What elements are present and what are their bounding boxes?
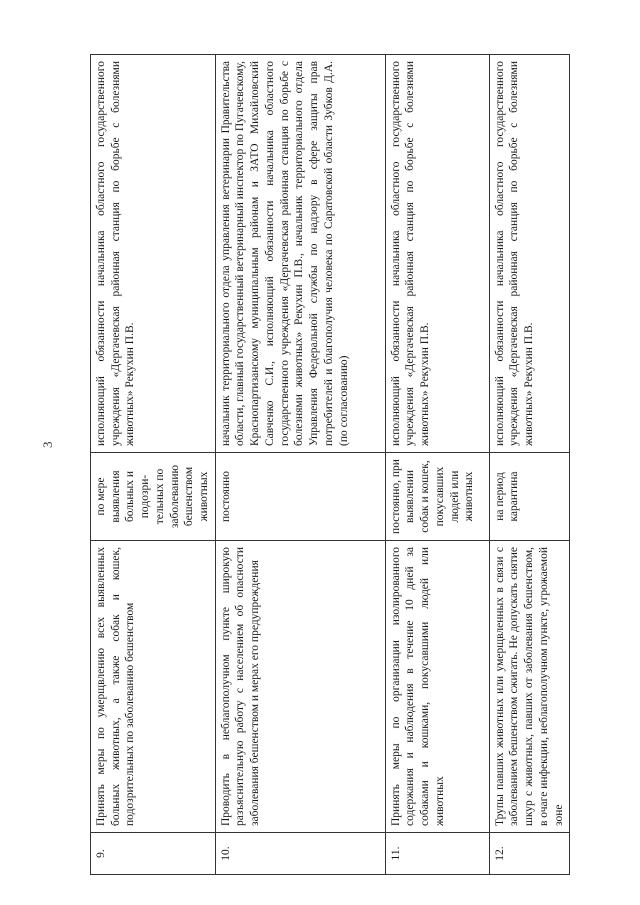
table-row [385, 55, 489, 875]
row-term: на период карантина [489, 453, 570, 541]
row-term: постоянно, при выявлении собак и кошек, покусавших людей или животных [385, 453, 489, 541]
table-row [215, 55, 385, 875]
row-number: 10. [215, 833, 385, 875]
measures-table-rotated [90, 55, 565, 875]
row-number: 12. [489, 833, 570, 875]
row-number: 11. [385, 833, 489, 875]
row-action: Принять меры по организации изолированного содержания и наблюдения в течение 10 дней за собаками и кошками, покусавшими людей или животных [385, 541, 489, 833]
row-responsible: начальник территориального отдела управления ветеринарии Правительства области, главный государственный ветеринарный инспектор по Пугачевскому, Краснопартизанскому муниципальным районам и ЗАТО Михайловский Савченко С.И., исполняющий обязанности начальника областного государственного учреждения «Дергачевская районная станция по борьбе с болезнями животных» Рекухин П.В., начальник территориального отдела Управления Федеральной службы по надзору в сфере защиты прав потребителей и благополучия человека по Саратовской области Зубков Д.А. (по согласованию) [215, 55, 385, 453]
row-term: по мере выявления больных и подозри-тельных по заболеванию бешенством животных [91, 453, 216, 541]
table-row [91, 55, 216, 875]
row-action: Трупы павших животных или умерщвленных в связи с заболеванием бешенством сжигать. Не допускать снятие шкур с животных, павших от заболевания бешенством, в очаге инфекции, неблагополучном пункте, угрожаемой зоне [489, 541, 570, 833]
row-responsible: исполняющий обязанности начальника областного государственного учреждения «Дергачевская районная станция по борьбе с болезнями животных» Рекухин П.В. [489, 55, 570, 453]
row-responsible: исполняющий обязанности начальника областного государственного учреждения «Дергачевская районная станция по борьбе с болезнями животных» Рекухин П.В. [385, 55, 489, 453]
measures-table [90, 54, 570, 875]
row-action: Проводить в неблагополучном пункте широкую разъяснительную работу с населением об опасности заболевания бешенством и мерах его предупреждения [215, 541, 385, 833]
row-action: Принять меры по умерщвлению всех выявленных больных животных, а также собак и кошек, подозрительных по заболеванию бешенством [91, 541, 216, 833]
row-term: постоянно [215, 453, 385, 541]
page-number: 3 [40, 441, 55, 448]
row-responsible: исполняющий обязанности начальника областного государственного учреждения «Дергачевская районная станция по борьбе с болезнями животных» Рекухин П.В. [91, 55, 216, 453]
table-row [489, 55, 570, 875]
row-number: 9. [91, 833, 216, 875]
